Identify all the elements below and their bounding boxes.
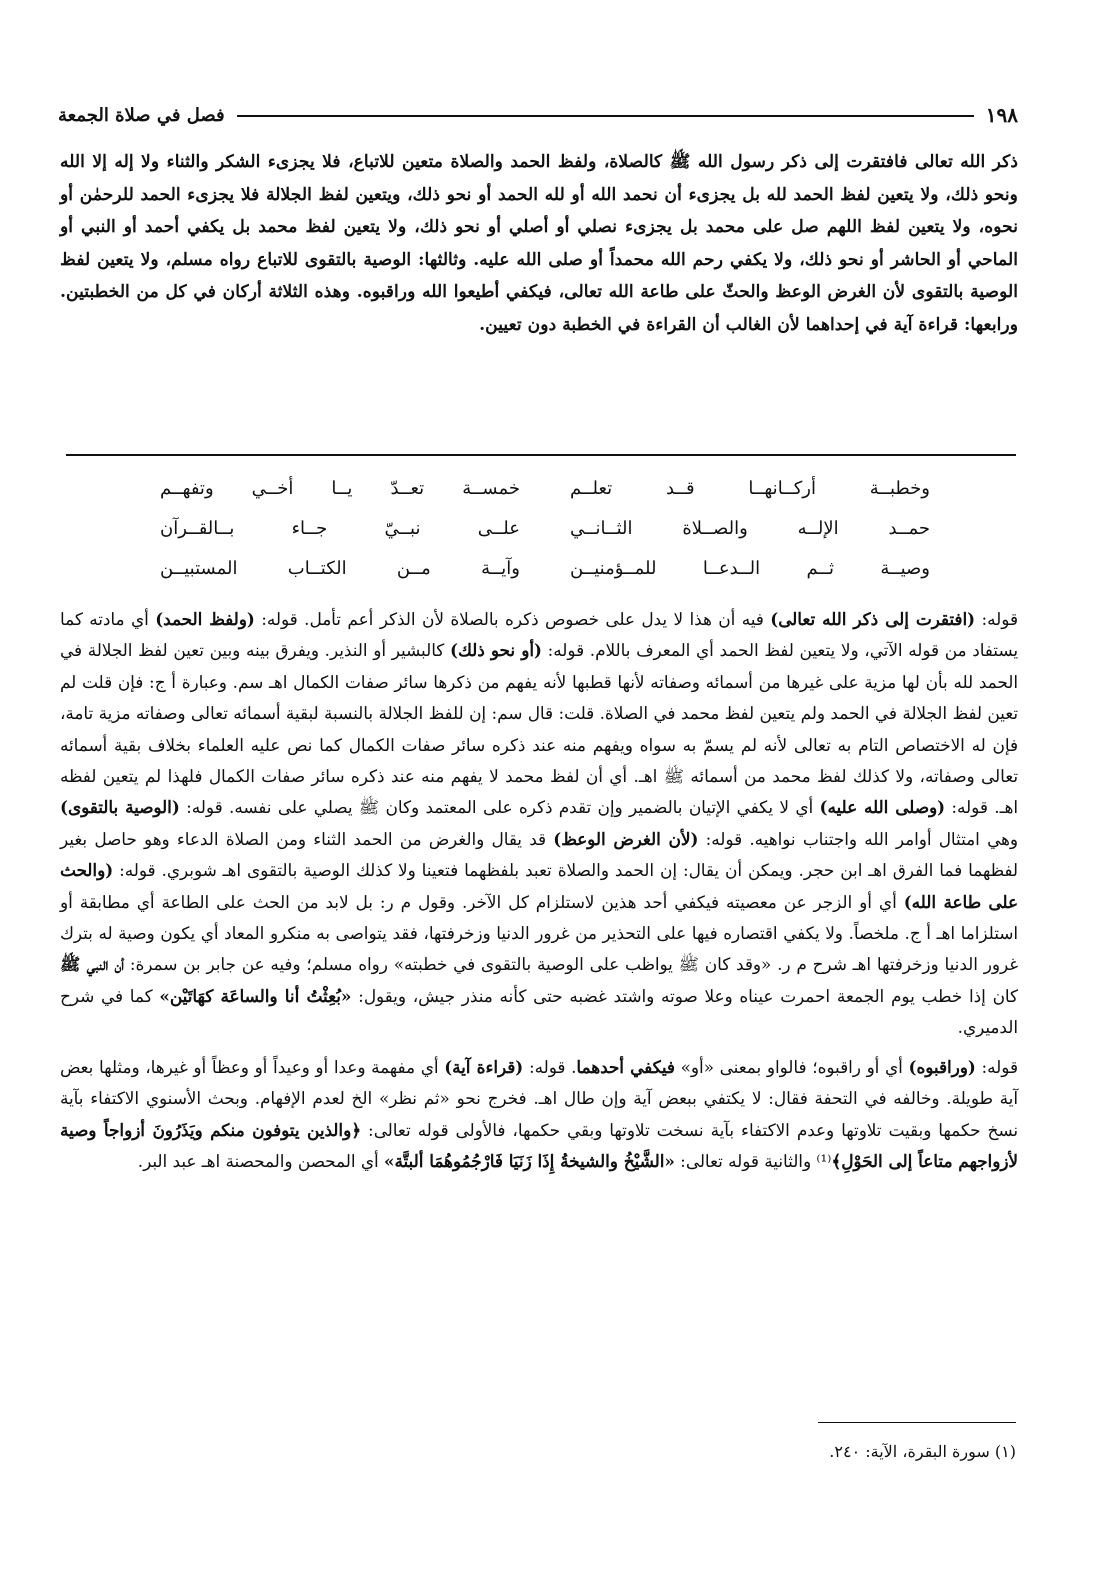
- poem: [160, 478, 930, 598]
- commentary-text: أي مادته كما يستفاد من قوله الآتي، ولا يتعين لفظ الحمد أي المعرف باللام. قوله:: [60, 609, 1019, 661]
- commentary-text: وهي امتثال أوامر الله واجتناب نواهيه. قوله:: [698, 828, 1019, 849]
- commentary-paragraph: [60, 604, 1018, 1044]
- poem-verse: [160, 518, 930, 558]
- commentary-text: قوله:: [975, 609, 1018, 629]
- poem-verse: [160, 558, 930, 598]
- commentary-text: كالبشير أو النذير. ويفرق بينه وبين تعين لفظ الجلالة في الحمد لله بأن لها مزية على غيرها من أسمائه وصفاته لأنها قطبها لأنه يفهم من ذكرها سائر صفات الكمال اهـ سم. وعبارة أ ج: فإن قلت لم تعين لفظ الجلالة في الحمد ولم يتعين لفظ محمد في الصلاة. قلت: قال سم: إن للفظ الجلالة بالنسبة لبقية أسمائه تعالى وصفاته مزية تامة، فإن له الاختصاص التام به تعالى لأنه لم يسمّ به سواه ويفهم منه عند ذكره سائر صفات الكمال كما نص عليه العلماء بخلاف بقية أسمائه تعالى وصفاته، ولا كذلك لفظ محمد من أسمائه ﷺ اهـ. أي أن لفظ محمد لا يفهم منه عند ذكره سائر صفات الكمال فلهذا لم يتعين لفظه اهـ. قوله:: [60, 640, 1018, 818]
- poem-hemistich-second: خمســة تعــدّ يــا أخــي وتفهــم: [160, 478, 520, 499]
- commentary-bold-phrase: (قراءة آية): [444, 1056, 524, 1077]
- poem-hemistich-second: وآيــة مــن الكتــاب المستبيــن: [160, 558, 520, 579]
- poem-hemistich-second: علــى نبــيّ جــاء بــالقــرآن: [160, 518, 520, 539]
- commentary-text: أي لا يكفي الإتيان بالضمير وإن تقدم ذكره على المعتمد وكان ﷺ يصلي على نفسه. قوله:: [179, 797, 820, 818]
- page-header: [58, 100, 1018, 130]
- commentary: [60, 604, 1018, 1177]
- footnote-divider: [818, 1422, 1016, 1423]
- text-divider: [66, 454, 1016, 456]
- commentary-text: . قوله:: [523, 1056, 577, 1077]
- commentary-bold-phrase: (وراقبوه): [908, 1056, 976, 1077]
- poem-verse: [160, 478, 930, 518]
- commentary-text: كما في شرح الدميري.: [60, 985, 1018, 1038]
- commentary-bold-phrase: «الشَّيْخُ والشيخةُ إِذَا زَنَيَا فَارْجُمُوهُمَا ألبتَّة»: [383, 1150, 675, 1171]
- poem-hemistich-first: حمــد الإلــه والصــلاة الثــانــي: [570, 518, 930, 539]
- page-number: ١٩٨: [985, 103, 1018, 127]
- poem-hemistich-first: وصيــة ثــم الــدعــا للمــؤمنيــن: [570, 558, 930, 579]
- commentary-bold-phrase: ﴿والذين يتوفون منكم ويَذَرُونَ أزواجاً وصية لأزواجهم متاعاً إلى الحَوْلِ﴾: [60, 1119, 1018, 1171]
- commentary-paragraph: [60, 1052, 1018, 1178]
- commentary-bold-phrase: (ولفظ الحمد): [155, 609, 255, 629]
- commentary-bold-phrase: (لأن الغرض الوعظ): [553, 828, 699, 849]
- commentary-text: أي مفهمة وعدا أو وعيداً أو وعظاً أو غيرها، ومثلها بعض آية طويلة. وخالفه في التحفة فقال: لا يكتفي ببعض آية وإن طال اهـ. فخرج نحو «ثم نظر» الخ لعدم الإفهام. وبحث الأسنوي الاكتفاء بآية نسخ حكمها وبقيت تلاوتها وعدم الاكتفاء بآية نسخت تلاوتها وبقي حكمها، فالأولى قوله تعالى:: [60, 1056, 1018, 1140]
- header-rule: [237, 115, 974, 117]
- commentary-bold-phrase: (وصلى الله عليه): [819, 797, 946, 818]
- commentary-text: أي المحصن والمحصنة اهـ عبد البر.: [137, 1150, 384, 1171]
- poem-hemistich-first: وخطبــة أركــانهــا قــد تعلــم: [570, 478, 930, 499]
- commentary-bold-phrase: (أو نحو ذلك): [450, 640, 542, 661]
- commentary-bold-phrase: (افتقرت إلى ذكر الله تعالى): [770, 609, 976, 629]
- commentary-text: أي أو الزجر عن معصيته فيكفي أحد هذين لاستلزام كل الآخر. وقول م ر: بل لابد من الحث على الطاعة أي مطابقة أو استلزاما اهـ أ ج. ملخصاً. ولا يكفي اقتصاره فيها على التحذير من غرور الدنيا وزخرفتها، فقد يتواصى به منكرو المعاد أي يكون وصية له بترك غرور الدنيا وزخرفتها اهـ شرح م ر. «وقد كان ﷺ يواظب على الوصية بالتقوى في خطبته» رواه مسلم؛ وفيه عن جابر بن سمرة:: [60, 891, 1018, 975]
- commentary-bold-phrase: فيكفي أحدهما: [576, 1056, 675, 1077]
- main-text: [60, 146, 1018, 342]
- footnote: (١) سورة البقرة، الآية: ٢٤٠.: [829, 1442, 1016, 1461]
- commentary-text: كان إذا خطب يوم الجمعة احمرت عيناه وعلا صوته واشتد غضبه حتى كأنه منذر جيش، ويقول:: [351, 985, 1019, 1006]
- commentary-text: أي أو راقبوه؛ فالواو بمعنى «أو»: [674, 1056, 909, 1077]
- main-text-paragraph: ذكر الله تعالى فافتقرت إلى ذكر رسول الله ﷺ كالصلاة، ولفظ الحمد والصلاة متعين للاتباع، فلا يجزىء الشكر والثناء ولا إله إلا الله ونحو ذلك، ولا يتعين لفظ الحمد لله بل يجزىء أن نحمد الله أو لله الحمد أو نحو ذلك، ويتعين لفظ الجلالة فلا يجزىء الحمد للرحمٰن أو نحوه، ولا يتعين لفظ اللهم صل على محمد بل يجزىء نصلي أو أصلي أو نحو ذلك، ولا يتعين لفظ محمد بل يكفي أحمد أو النبي أو الماحي أو الحاشر أو نحو ذلك، ولا يكفي رحم الله محمداً أو صلى الله عليه. وثالثها: الوصية بالتقوى للاتباع رواه مسلم، ولا يتعين لفظ الوصية بالتقوى لأن الغرض الوعظ والحثّ على طاعة الله تعالى، فيكفي أطيعوا الله وراقبوه. وهذه الثلاثة أركان في كل من الخطبتين. ورابعها: قراءة آية في إحداهما لأن الغالب أن القراءة في الخطبة دون تعيين.: [60, 152, 1018, 335]
- commentary-text: قوله:: [975, 1056, 1018, 1077]
- commentary-bold-phrase: (والحث على طاعة الله): [60, 860, 1018, 912]
- commentary-text: ⁽¹⁾ والثانية قوله تعالى:: [674, 1150, 832, 1171]
- commentary-text: فيه أن هذا لا يدل على خصوص ذكره بالصلاة لأن الذكر أعم تأمل. قوله:: [254, 609, 771, 629]
- commentary-bold-phrase: أن النبي ﷺ: [60, 954, 125, 975]
- chapter-title: فصل في صلاة الجمعة: [58, 104, 225, 126]
- commentary-bold-phrase: (الوصية بالتقوى): [60, 797, 180, 818]
- commentary-bold-phrase: «بُعِثْتُ أنا والساعَة كهَاتَيْن»: [159, 985, 352, 1006]
- commentary-text: قد يقال والغرض من الحمد الثناء ومن الصلاة الدعاء وهو حاصل بغير لفظهما فما الفرق اهـ ابن حجر. ويمكن أن يقال: إن الحمد والصلاة تعبد بلفظهما فتعينا ولا كذلك الوصية بالتقوى اهـ شوبري. قوله:: [60, 828, 1018, 881]
